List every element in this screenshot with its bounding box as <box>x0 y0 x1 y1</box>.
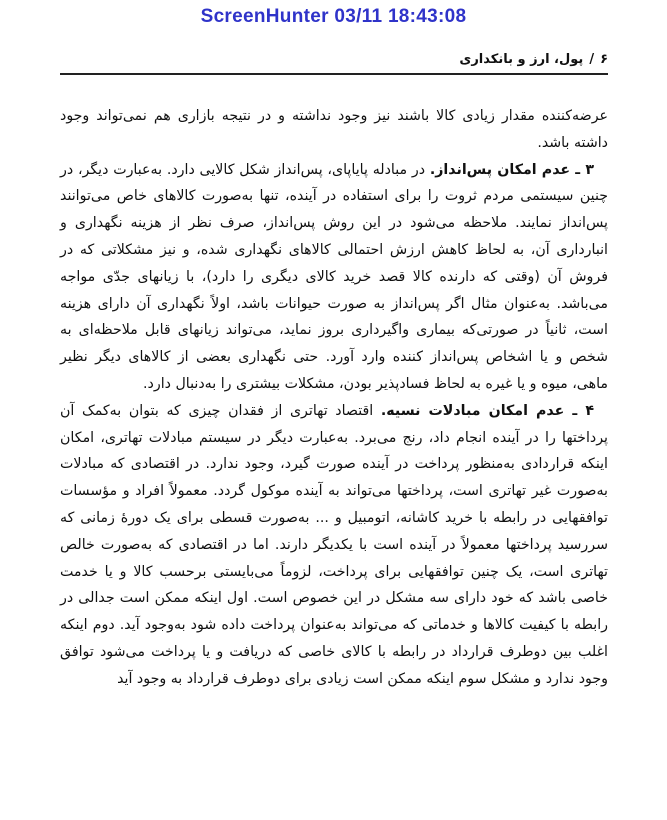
page-body <box>60 103 608 693</box>
book-page <box>60 52 608 693</box>
paragraph-text: در مبادله پایاپای، پس‌انداز شکل کالایی دارد. به‌عبارت دیگر، در چنین سیستمی مردم ثروت را برای استفاده در آینده، تنها به‌صورت کالاهای خاص می‌توانند پس‌انداز نمایند. ملاحظه می‌شود در این روش پس‌انداز، صرف نظر از هزینه نگهداری و انبارداری آن، به لحاظ کاهش ارزش احتمالی کالاهای نگهداری شده، و نیز مشکلاتی که در فروش آن (وقتی که دارنده کالا قصد خرید کالای دیگری را دارد)، با زیانهای جدّی مواجه می‌باشد. به‌عنوان مثال اگر پس‌انداز به صورت حیوانات باشد، اولاً نگهداری آن دارای هزینه است، ثانیاً در صورتی‌که بیماری واگیرداری بروز نماید، می‌تواند زیانهای قابل ملاحظه‌ای به شخص و یا اشخاص پس‌انداز کننده وارد آورد. حتی نگهداری بعضی از کالاهای دیگر نظیر ماهی، میوه و یا غیره به لحاظ فسادپذیر بودن، مشکلات بیشتری را به‌دنبال دارد. <box>60 161 608 392</box>
running-title: پول، ارز و بانکداری <box>459 52 584 67</box>
paragraph-heading: ۴ ـ عدم امکان مبادلات نسیه. <box>380 402 594 419</box>
paragraph-text: اقتصاد تهاتری از فقدان چیزی که بتوان به‌کمک آن پرداختها را در آینده انجام داد، رنج می‌برد. به‌عبارت دیگر در سیستم مبادلات تهاتری، امکان اینکه قراردادی به‌منظور پرداخت در آینده صورت گیرد، وجود ندارد. در اقتصادی که مبادلات به‌صورت غیر تهاتری است، پرداختها می‌تواند به آینده موکول گردد. معمولاً افراد و مؤسسات توافقهایی در رابطه با خرید کاشانه، اتومبیل و ... به‌صورت قسطی برای یک دورهٔ زمانی که سررسید پرداختها معمولاً در آینده است با یکدیگر دارند. اما در اقتصادی که به‌صورت خالص تهاتری است، یک چنین توافقهایی برای پرداخت، لزوماً می‌بایستی برحسب کالا و یا خدمت خاصی باشد که خود دارای سه مشکل در این خصوص است. اول اینکه ممکن است جدالی در رابطه با کیفیت کالاها و خدماتی که می‌تواند به‌عنوان پرداخت داده شود به‌وجود آید. دوم اینکه اغلب بین دوطرف قرارداد در رابطه با کالای خاصی که دریافت و یا پرداخت می‌شود توافق وجود ندارد و مشکل سوم اینکه ممکن است زیادی برای دوطرف قرارداد به وجود آید <box>60 402 608 687</box>
page-number: ۶ <box>600 52 608 67</box>
running-header <box>60 52 608 75</box>
paragraph-text: عرضه‌کننده مقدار زیادی کالا باشند نیز وجود نداشته و در نتیجه بازاری هم نمی‌تواند وجود داشته باشد. <box>60 108 608 151</box>
paragraph-credit <box>60 398 608 693</box>
paragraph-heading: ۳ ـ عدم امکان پس‌انداز. <box>429 161 595 178</box>
header-separator: / <box>589 52 595 67</box>
screenhunter-timestamp: ScreenHunter 03/11 18:43:08 <box>200 6 467 27</box>
paragraph-1 <box>60 103 608 157</box>
paragraph-savings <box>60 157 608 398</box>
